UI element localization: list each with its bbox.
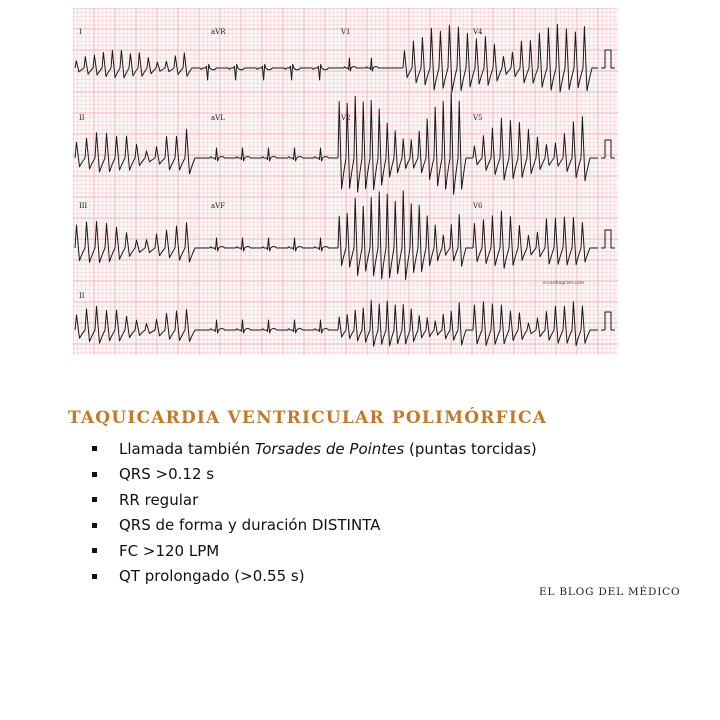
ecg-strip	[73, 8, 618, 355]
ecg-background	[73, 8, 618, 355]
blog-credit: EL BLOG DEL MÉDICO	[539, 586, 681, 598]
list-item	[92, 513, 652, 539]
list-item-text: QRS de forma y duración DISTINTA	[119, 516, 381, 535]
ecg-watermark: e-cardiogram.com	[543, 281, 585, 286]
lead-label-II-rhythm: II	[79, 292, 85, 300]
bullet-square-icon	[92, 523, 97, 528]
lead-label-aVR: aVR	[211, 28, 226, 36]
list-item-text: FC >120 LPM	[119, 541, 220, 560]
lead-label-V2: V2	[341, 114, 351, 122]
list-item	[92, 436, 652, 462]
lead-label-V4: V4	[473, 28, 483, 36]
lead-label-V1: V1	[341, 28, 351, 36]
list-item	[92, 462, 652, 488]
list-item-text: RR regular	[119, 490, 199, 509]
lead-label-V5: V5	[473, 114, 483, 122]
lead-label-aVL: aVL	[211, 114, 225, 122]
caption-title: TAQUICARDIA VENTRICULAR POLIMÓRFICA	[68, 408, 548, 428]
bullet-square-icon	[92, 574, 97, 579]
criteria-list	[92, 436, 652, 589]
bullet-square-icon	[92, 472, 97, 477]
list-item	[92, 538, 652, 564]
list-item-text: Llamada también Torsades de Pointes (puntas torcidas)	[119, 439, 537, 458]
bullet-square-icon	[92, 446, 97, 451]
lead-label-aVF: aVF	[211, 202, 226, 210]
lead-label-III: III	[79, 202, 88, 210]
lead-label-V6: V6	[473, 202, 483, 210]
bullet-square-icon	[92, 548, 97, 553]
list-item-text: QRS >0.12 s	[119, 465, 215, 484]
list-item	[92, 487, 652, 513]
bullet-square-icon	[92, 497, 97, 502]
lead-label-II: II	[79, 114, 85, 122]
lead-label-I: I	[79, 28, 82, 36]
list-item-text: QT prolongado (>0.55 s)	[119, 567, 305, 586]
